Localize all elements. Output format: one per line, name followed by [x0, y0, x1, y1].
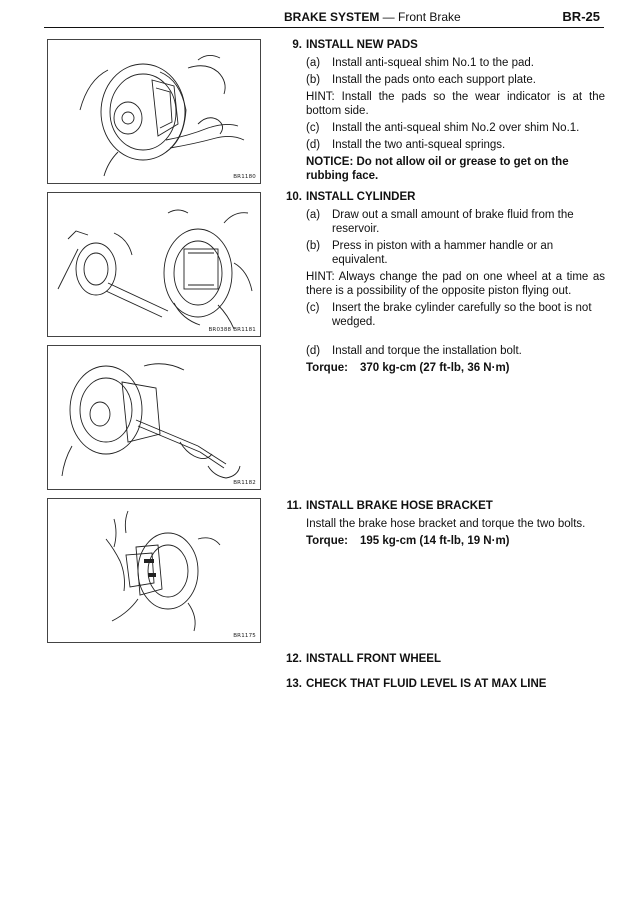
step-9 — [280, 38, 605, 183]
step-heading — [280, 652, 605, 667]
torque-value: 195 kg-cm (14 ft-lb, 19 N·m) — [359, 535, 510, 547]
notice-text: NOTICE: Do not allow oil or grease to get on the rubbing face. — [306, 156, 569, 182]
substep-c — [306, 301, 605, 329]
step-number: 12. — [286, 653, 302, 665]
figure-code: BR1182 — [233, 480, 256, 486]
hint-text: HINT: Install the pads so the wear indicator is at the bottom side. — [306, 91, 605, 117]
step-number: 13. — [286, 678, 302, 690]
step-13 — [280, 677, 605, 692]
pads-illustration — [48, 40, 260, 183]
step-11 — [280, 499, 605, 548]
step-10-continued — [280, 344, 605, 375]
figure-code: BR1180 — [233, 174, 256, 180]
figure-code: BR0388 BR1181 — [208, 327, 256, 333]
substep-a — [306, 56, 605, 70]
step-10 — [280, 190, 605, 329]
substep-a — [306, 208, 605, 236]
header-section: BRAKE SYSTEM — [284, 10, 380, 24]
step-heading — [280, 38, 605, 53]
step-number: 9. — [292, 39, 302, 51]
hose-bracket-illustration — [48, 499, 260, 642]
substep-label: (a) — [306, 57, 321, 69]
substep-label: (b) — [306, 240, 321, 252]
step-title: INSTALL FRONT WHEEL — [306, 653, 442, 665]
substep-label: (c) — [306, 122, 320, 134]
substep-text: Install the anti-squeal shim No.2 over shim No.1. — [332, 122, 580, 134]
header-rule — [44, 27, 604, 28]
substep-text: Install and torque the installation bolt. — [332, 345, 522, 357]
substep-label: (c) — [306, 302, 320, 314]
substep-label: (a) — [306, 209, 321, 221]
substep-label: (d) — [306, 139, 321, 151]
substep-text: Draw out a small amount of brake fluid from the reservoir. — [332, 209, 574, 235]
substep-d — [306, 138, 605, 152]
header-subsection: Front Brake — [398, 10, 461, 24]
torque-wrench-illustration — [48, 346, 260, 489]
substep-text: Install the pads onto each support plate. — [332, 74, 536, 86]
cylinder-illustration — [48, 193, 260, 336]
header-separator: — — [379, 10, 399, 24]
step-title: INSTALL NEW PADS — [306, 39, 418, 51]
step-12 — [280, 652, 605, 667]
torque-value: 370 kg-cm (27 ft-lb, 36 N·m) — [359, 362, 510, 374]
torque-spec — [306, 361, 605, 375]
step-number: 11. — [286, 500, 302, 512]
step-number: 10. — [286, 191, 302, 203]
substep-label: (d) — [306, 345, 321, 357]
substep-text: Press in piston with a hammer handle or an equivalent. — [332, 240, 554, 266]
substep-b — [306, 73, 605, 87]
page-number: BR-25 — [562, 9, 600, 24]
figure-install-cylinder — [47, 192, 261, 337]
step-title: INSTALL CYLINDER — [306, 191, 416, 203]
step-title: INSTALL BRAKE HOSE BRACKET — [306, 500, 493, 512]
step-heading — [280, 677, 605, 692]
figure-install-pads — [47, 39, 261, 184]
hint-text: HINT: Always change the pad on one wheel at a time as there is a possibility of the opposite piston flying out. — [306, 271, 605, 297]
figure-brake-hose-bracket — [47, 498, 261, 643]
torque-label: Torque: — [306, 535, 348, 547]
step-heading — [280, 499, 605, 514]
substep-b — [306, 239, 605, 267]
step-text: Install the brake hose bracket and torque the two bolts. — [306, 518, 586, 530]
substep-d — [306, 344, 605, 358]
header-title — [284, 10, 461, 24]
torque-label: Torque: — [306, 362, 348, 374]
figure-torque-installation-bolt — [47, 345, 261, 490]
substep-text: Install the two anti-squeal springs. — [332, 139, 506, 151]
substep-text: Install anti-squeal shim No.1 to the pad. — [332, 57, 535, 69]
step-heading — [280, 190, 605, 205]
torque-spec — [306, 534, 605, 548]
page-header — [44, 6, 604, 28]
step-title: CHECK THAT FLUID LEVEL IS AT MAX LINE — [306, 678, 547, 690]
figure-code: BR1175 — [233, 633, 256, 639]
substep-c — [306, 121, 605, 135]
substep-text: Insert the brake cylinder carefully so the boot is not wedged. — [332, 302, 592, 328]
substep-label: (b) — [306, 74, 321, 86]
